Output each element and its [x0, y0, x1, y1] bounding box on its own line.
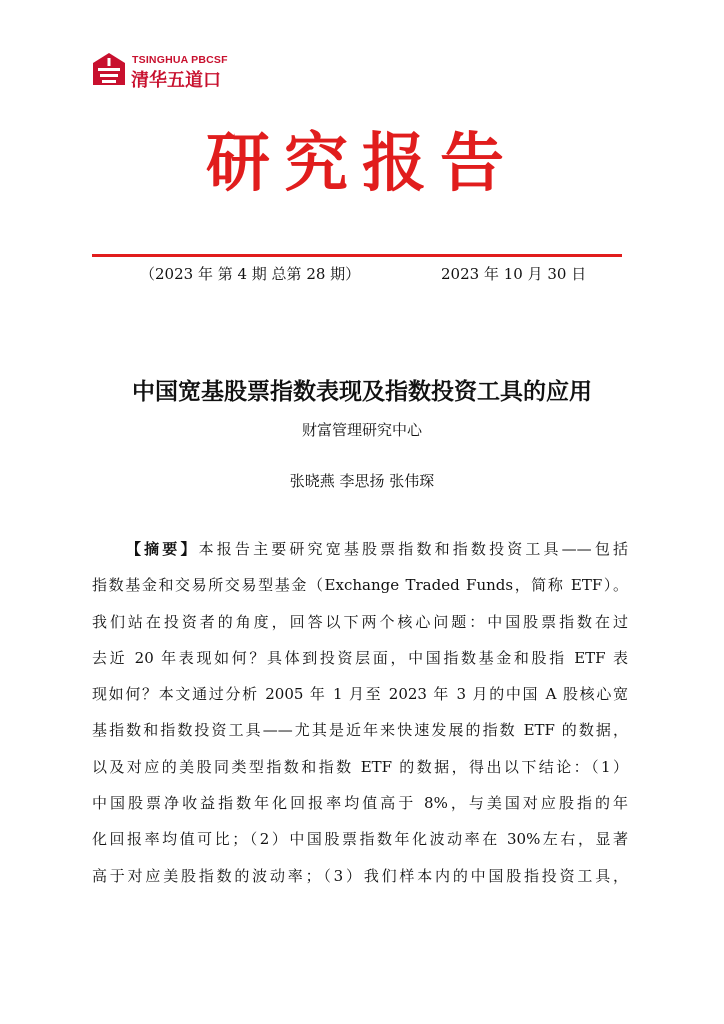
authors: 张晓燕 李思扬 张伟琛 — [289, 472, 435, 490]
tsinghua-pbcsf-logo — [92, 52, 272, 92]
department: 财富管理研究中心 — [301, 421, 422, 439]
abstract-line: 高于对应美股指数的波动率；（3）我们样本内的中国股指投资工具， — [92, 866, 628, 885]
abstract-line: 我们站在投资者的角度，回答以下两个核心问题：中国股票指数在过 — [92, 612, 628, 631]
issue-number: （2023 年 第 4 期 总第 28 期） — [140, 265, 361, 283]
abstract-line: 【摘要】本报告主要研究宽基股票指数和指数投资工具——包括 — [126, 540, 628, 558]
header-divider — [92, 254, 622, 257]
publication-date: 2023 年 10 月 30 日 — [441, 265, 587, 283]
abstract-line: 化回报率均值可比；（2）中国股票指数年化波动率在 30%左右，显著 — [92, 830, 628, 849]
report-title: 中国宽基股票指数表现及指数投资工具的应用 — [132, 379, 592, 405]
abstract-line: 去近 20 年表现如何？具体到投资层面，中国指数基金和股指 ETF 表 — [92, 648, 628, 667]
abstract-line: 现如何？本文通过分析 2005 年 1 月至 2023 年 3 月的中国 A 股核心宽 — [92, 685, 628, 704]
abstract-label: 【摘要】 — [126, 540, 199, 558]
abstract-line: 中国股票净收益指数年化回报率均值高于 8%，与美国对应股指的年 — [92, 794, 628, 813]
logo-chinese-text: 清华五道口 — [131, 70, 221, 91]
abstract-line: 基指数和指数投资工具——尤其是近年来快速发展的指数 ETF 的数据， — [92, 721, 628, 740]
logo-english-text: TSINGHUA PBCSF — [132, 54, 228, 66]
pbcsf-emblem-icon — [92, 52, 126, 88]
abstract-line: 以及对应的美股同类型指数和指数 ETF 的数据，得出以下结论：（1） — [92, 757, 628, 776]
abstract — [92, 538, 628, 901]
abstract-line: 指数基金和交易所交易型基金（Exchange Traded Funds，简称 ETF）。 — [92, 576, 628, 595]
research-report-heading: 研究报告 — [206, 126, 518, 201]
